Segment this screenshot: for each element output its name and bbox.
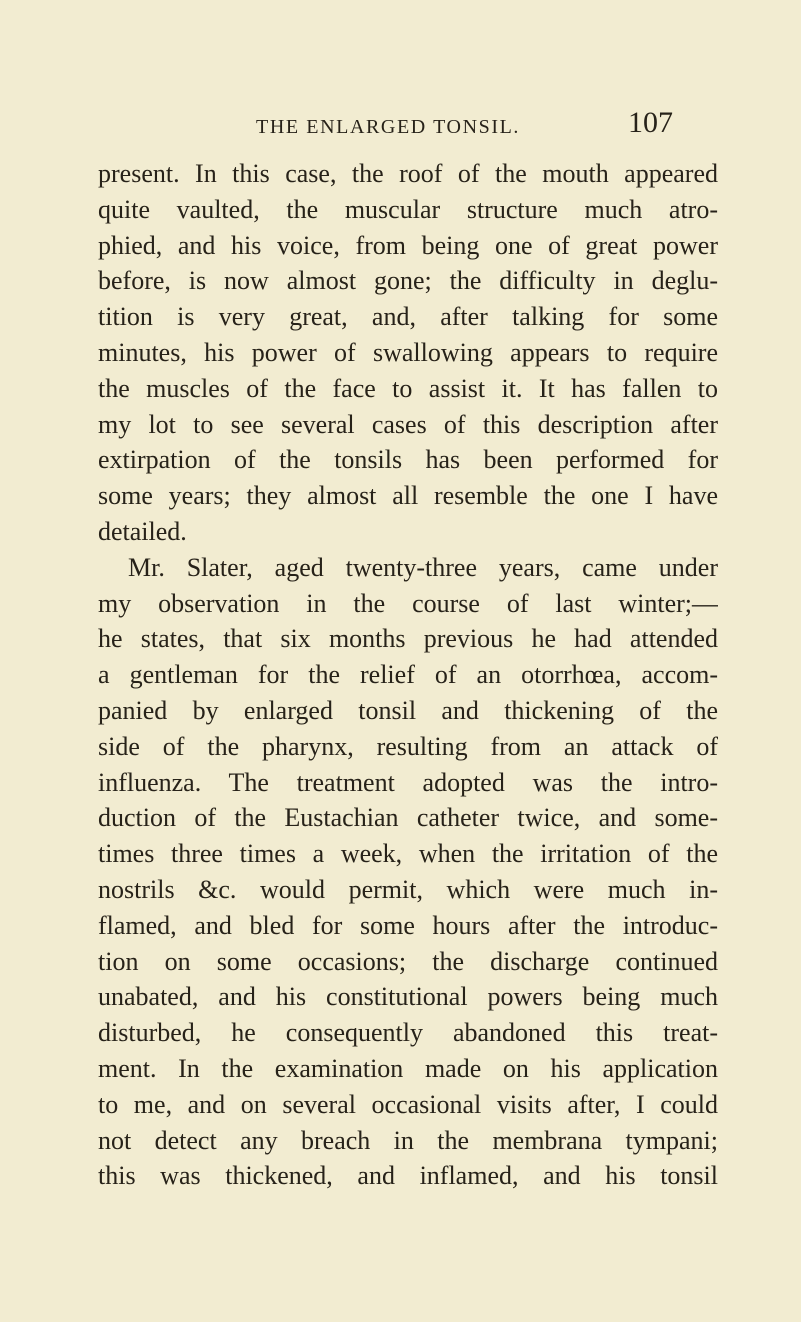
text-line: to me, and on several occasional visits after, I could [98,1089,718,1119]
text-line: times three times a week, when the irritation of the [98,839,718,869]
paragraph-first-line: Mr. Slater, aged twenty-three years, came under [128,552,718,582]
text-line: a gentleman for the relief of an otorrhœa, accom- [98,660,718,690]
text-line: minutes, his power of swallowing appears to require [98,337,718,367]
text-line: disturbed, he consequently abandoned this treat- [98,1018,718,1048]
text-line: side of the pharynx, resulting from an attack of [98,731,718,761]
page-number: 107 [628,106,673,139]
text-line: tion on some occasions; the discharge continued [98,946,718,976]
text-line: he states, that six months previous he had attended [98,624,718,654]
text-line: quite vaulted, the muscular structure much atro- [98,194,718,224]
text-line: flamed, and bled for some hours after the introduc- [98,910,718,940]
text-line: unabated, and his constitutional powers being much [98,982,718,1012]
text-line: panied by enlarged tonsil and thickening of the [98,695,718,725]
text-line: before, is now almost gone; the difficulty in deglu- [98,266,718,296]
text-line: the muscles of the face to assist it. It has fallen to [98,373,718,403]
running-title: THE ENLARGED TONSIL. [256,116,521,138]
text-line: present. In this case, the roof of the mouth appeared [98,159,718,188]
text-line: influenza. The treatment adopted was the intro- [98,767,718,797]
text-line: not detect any breach in the membrana tympani; [98,1125,718,1155]
paragraph-end-line: detailed. [98,516,187,546]
text-line: extirpation of the tonsils has been performed for [98,445,718,475]
text-line: nostrils &c. would permit, which were much in- [98,874,718,904]
running-head [0,104,801,144]
text-line: my lot to see several cases of this description after [98,409,718,439]
text-line: this was thickened, and inflamed, and his tonsil [98,1161,718,1191]
body-text [98,156,718,1194]
text-line: some years; they almost all resemble the one I have [98,481,718,511]
text-line: duction of the Eustachian catheter twice, and some- [98,803,718,833]
text-line: my observation in the course of last winter;— [98,588,718,618]
text-line: tition is very great, and, after talking for some [98,302,718,332]
text-line: ment. In the examination made on his application [98,1053,718,1083]
text-line: phied, and his voice, from being one of great power [98,230,718,260]
